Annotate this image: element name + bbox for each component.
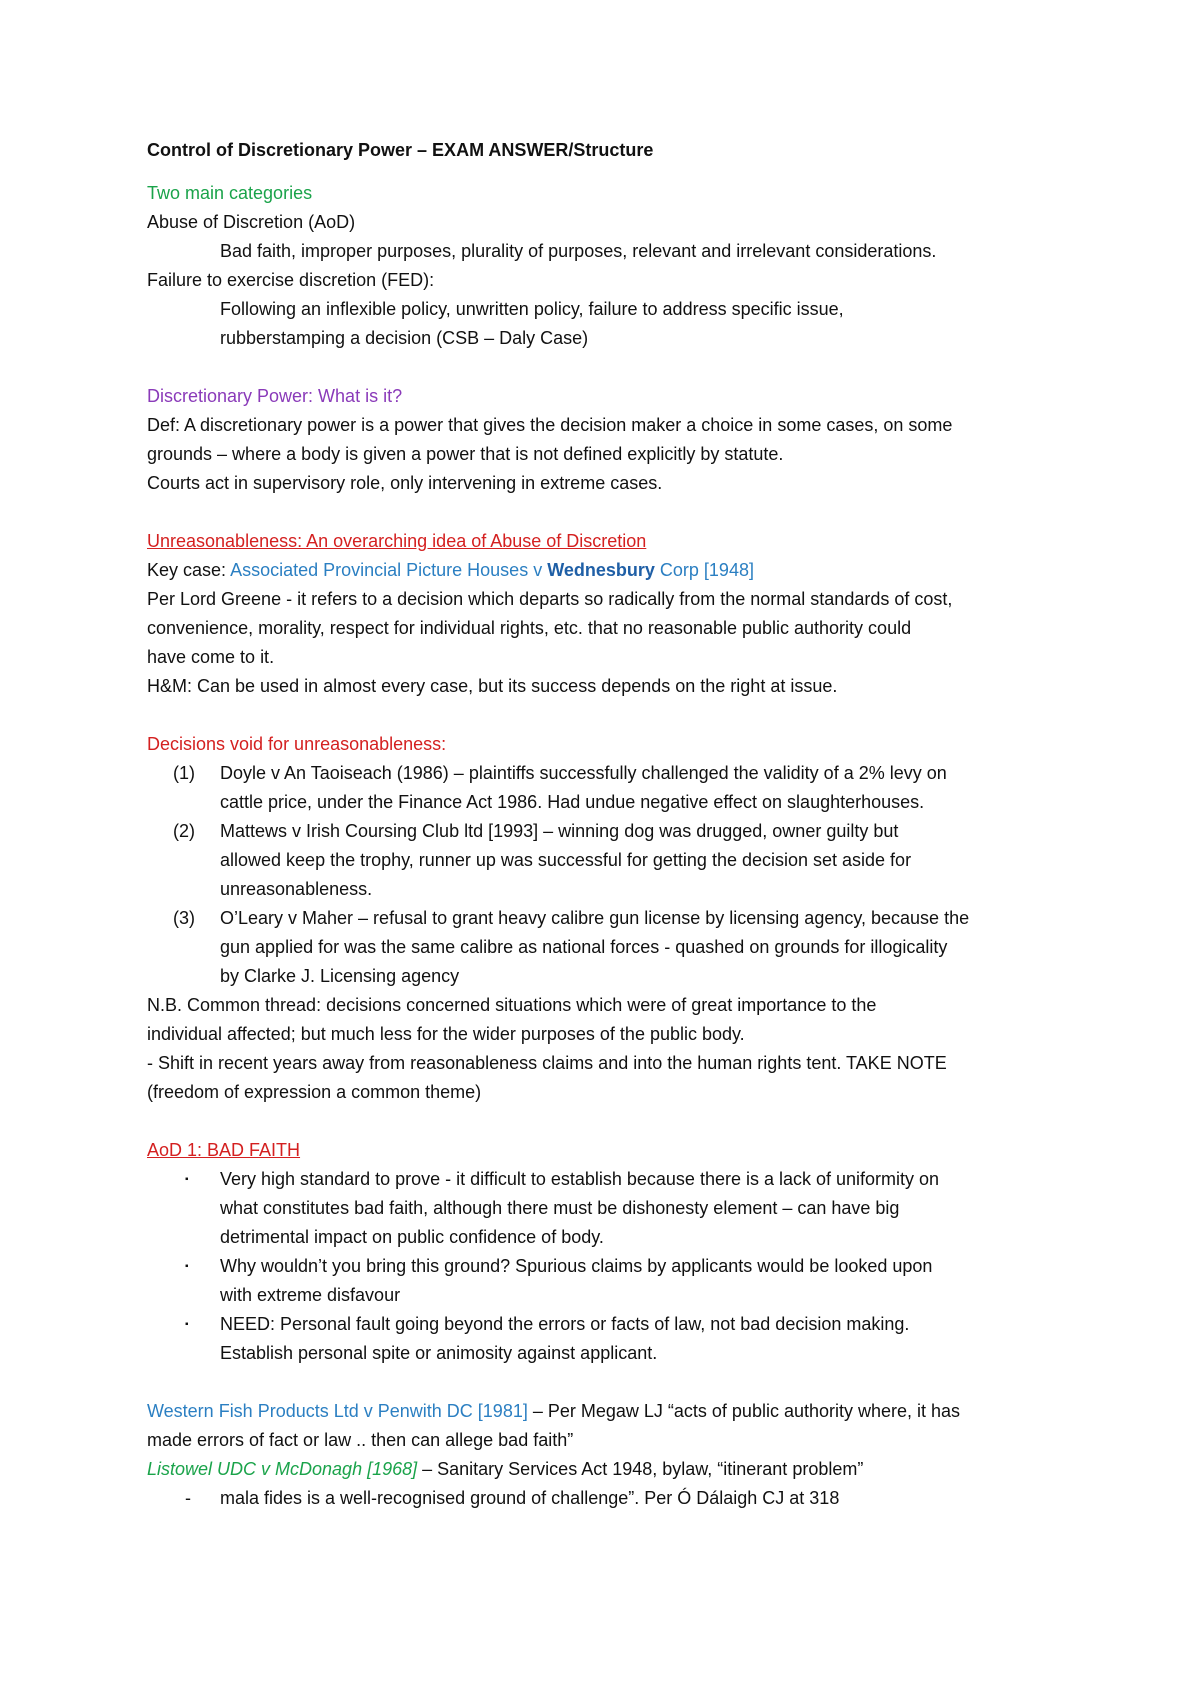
western-fish-text: – Per Megaw LJ “acts of public authority where, it has — [527, 1401, 961, 1421]
bullet-line: Very high standard to prove - it difficult to establish because there is a lack of uniformity on — [220, 1169, 940, 1189]
bullet-line: Why wouldn’t you bring this ground? Spurious claims by applicants would be looked upon — [220, 1256, 933, 1276]
numbered-item — [147, 817, 1067, 904]
square-bullet-icon: ▪ — [185, 1174, 189, 1185]
aod-label: Abuse of Discretion (AoD) — [147, 212, 356, 232]
nb-line: individual affected; but much less for the wider purposes of the public body. — [147, 1024, 745, 1044]
bullet-line: what constitutes bad faith, although there must be dishonesty element – can have big — [220, 1198, 900, 1218]
western-fish-case: Western Fish Products Ltd v Penwith DC [1981] — [147, 1401, 528, 1421]
square-bullet-icon: ▪ — [185, 1261, 189, 1272]
fed-label: Failure to exercise discretion (FED): — [147, 270, 435, 290]
bullet-line: Establish personal spite or animosity against applicant. — [220, 1343, 658, 1363]
shift-line: (freedom of expression a common theme) — [147, 1082, 482, 1102]
key-case-name-bold: Wednesbury — [547, 560, 655, 580]
void-heading: Decisions void for unreasonableness: — [147, 734, 447, 754]
item-line: unreasonableness. — [220, 879, 373, 899]
item-number: (2) — [173, 821, 195, 841]
bullet-line: NEED: Personal fault going beyond the errors or facts of law, not bad decision making. — [220, 1314, 910, 1334]
bullet-item — [147, 1252, 1067, 1310]
shift-line: - Shift in recent years away from reasonableness claims and into the human rights tent. TAKE NOTE — [147, 1053, 947, 1073]
bullet-line: detrimental impact on public confidence of body. — [220, 1227, 604, 1247]
item-line: gun applied for was the same calibre as national forces - quashed on grounds for illogicality — [220, 937, 948, 957]
item-line: Doyle v An Taoiseach (1986) – plaintiffs successfully challenged the validity of a 2% levy on — [220, 763, 947, 783]
courts-line: Courts act in supervisory role, only intervening in extreme cases. — [147, 473, 663, 493]
item-number: (1) — [173, 763, 195, 783]
item-line: by Clarke J. Licensing agency — [220, 966, 460, 986]
greene-quote-line: Per Lord Greene - it refers to a decision which departs so radically from the normal standards of cost, — [147, 589, 953, 609]
item-line: allowed keep the trophy, runner up was successful for getting the decision set aside for — [220, 850, 912, 870]
item-line: O’Leary v Maher – refusal to grant heavy calibre gun license by licensing agency, because the — [220, 908, 970, 928]
document-title: Control of Discretionary Power – EXAM ANSWER/Structure — [147, 140, 654, 160]
listowel-case: Listowel UDC v McDonagh [1968] — [147, 1459, 418, 1479]
bad-faith-heading: AoD 1: BAD FAITH — [147, 1140, 301, 1160]
definition-line: grounds – where a body is given a power that is not defined explicitly by statute. — [147, 444, 784, 464]
key-case-name-part1: Associated Provincial Picture Houses v — [230, 560, 548, 580]
bullet-item — [147, 1165, 1067, 1252]
greene-quote-line: have come to it. — [147, 647, 275, 667]
item-line: Mattews v Irish Coursing Club ltd [1993] – winning dog was drugged, owner guilty but — [220, 821, 899, 841]
key-case-label: Key case: — [147, 560, 231, 580]
numbered-item — [147, 904, 1067, 991]
document-body — [147, 136, 1067, 1513]
item-line: cattle price, under the Finance Act 1986. Had undue negative effect on slaughterhouses. — [220, 792, 925, 812]
listowel-text: – Sanitary Services Act 1948, bylaw, “itinerant problem” — [417, 1459, 864, 1479]
mala-fides-line: mala fides is a well-recognised ground of challenge”. Per Ó Dálaigh CJ at 318 — [220, 1488, 840, 1508]
bullet-line: with extreme disfavour — [220, 1285, 401, 1305]
discretionary-heading: Discretionary Power: What is it? — [147, 386, 403, 406]
definition-line: Def: A discretionary power is a power that gives the decision maker a choice in some cases, on some — [147, 415, 953, 435]
key-case-line — [147, 556, 1067, 585]
square-bullet-icon: ▪ — [185, 1319, 189, 1330]
western-fish-line: made errors of fact or law .. then can allege bad faith” — [147, 1430, 574, 1450]
greene-quote-line: convenience, morality, respect for individual rights, etc. that no reasonable public authority could — [147, 618, 912, 638]
dash-marker: - — [185, 1488, 191, 1508]
listowel-line — [147, 1455, 1067, 1484]
fed-detail-line: Following an inflexible policy, unwritten policy, failure to address specific issue, — [220, 299, 844, 319]
key-case-name-part2: Corp [1948] — [654, 560, 754, 580]
unreasonableness-heading: Unreasonableness: An overarching idea of Abuse of Discretion — [147, 531, 647, 551]
numbered-item — [147, 759, 1067, 817]
categories-heading: Two main categories — [147, 183, 313, 203]
nb-line: N.B. Common thread: decisions concerned situations which were of great importance to the — [147, 995, 877, 1015]
bullet-item — [147, 1310, 1067, 1368]
item-number: (3) — [173, 908, 195, 928]
fed-detail-line: rubberstamping a decision (CSB – Daly Case) — [220, 328, 589, 348]
hm-note: H&M: Can be used in almost every case, but its success depends on the right at issue. — [147, 676, 838, 696]
western-fish-line — [147, 1397, 1067, 1426]
aod-detail: Bad faith, improper purposes, plurality of purposes, relevant and irrelevant considerations. — [220, 241, 937, 261]
dash-item — [147, 1484, 1067, 1513]
